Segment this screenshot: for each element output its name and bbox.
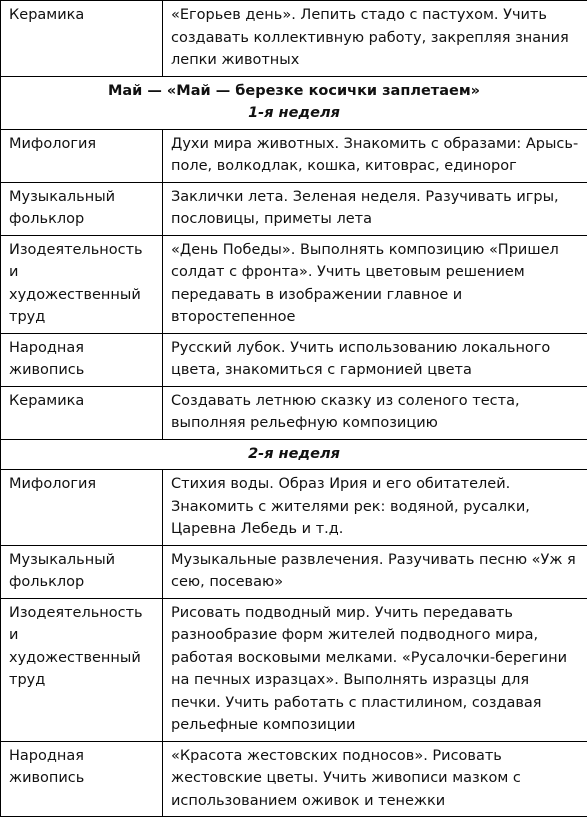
table-row (1, 386, 587, 439)
content-cell: Музыкальные развлечения. Разучивать песню «Уж я сею, посеваю» (163, 545, 587, 598)
topic-cell: Музыкальный фольклор (1, 182, 163, 235)
content-cell: Создавать летнюю сказку из соленого теста, выполняя рельефную композицию (163, 386, 587, 439)
table-row (1, 182, 587, 235)
topic-cell: Керамика (1, 1, 163, 77)
content-cell: Русский лубок. Учить использованию локального цвета, знакомиться с гармонией цвета (163, 333, 587, 386)
section-header (1, 439, 587, 470)
week-title: 1-я неделя (9, 102, 579, 125)
table-row (1, 235, 587, 333)
content-cell: Рисовать подводный мир. Учить передавать разнообразие форм жителей подводного мира, работая восковыми мелками. «Русалочки-берегини на печных изразцах». Выполнять изразцы для печки. Учить работать с пластилином, создавая рельефные композиции (163, 598, 587, 741)
topic-cell: Изодеятельность и художественный труд (1, 235, 163, 333)
section-header-row (1, 439, 587, 470)
table-row (1, 1, 587, 77)
table-row (1, 741, 587, 817)
table-row (1, 545, 587, 598)
topic-cell: Керамика (1, 386, 163, 439)
topic-cell: Народная живопись (1, 741, 163, 817)
topic-cell: Изодеятельность и художественный труд (1, 598, 163, 741)
curriculum-table-body (1, 1, 587, 817)
topic-cell: Мифология (1, 129, 163, 182)
content-cell: Стихия воды. Образ Ирия и его обитателей. Знакомить с жителями рек: водяной, русалки, Царевна Лебедь и т.д. (163, 470, 587, 546)
section-header-row (1, 76, 587, 129)
content-cell: Заклички лета. Зеленая неделя. Разучивать игры, пословицы, приметы лета (163, 182, 587, 235)
content-cell: «Красота жестовских подносов». Рисовать жестовские цветы. Учить живописи мазком с использованием оживок и тенежки (163, 741, 587, 817)
content-cell: Духи мира животных. Знакомить с образами: Арысь-поле, волкодлак, кошка, китоврас, единорог (163, 129, 587, 182)
month-title: Май — «Май — березке косички заплетаем» (9, 80, 579, 103)
table-row (1, 129, 587, 182)
topic-cell: Мифология (1, 470, 163, 546)
section-header (1, 76, 587, 129)
content-cell: «День Победы». Выполнять композицию «Пришел солдат с фронта». Учить цветовым решением передавать в изображении главное и второстепенное (163, 235, 587, 333)
topic-cell: Музыкальный фольклор (1, 545, 163, 598)
table-row (1, 333, 587, 386)
table-row (1, 470, 587, 546)
table-row (1, 598, 587, 741)
content-cell: «Егорьев день». Лепить стадо с пастухом. Учить создавать коллективную работу, закрепляя знания лепки животных (163, 1, 587, 77)
week-title: 2-я неделя (9, 443, 579, 466)
topic-cell: Народная живопись (1, 333, 163, 386)
